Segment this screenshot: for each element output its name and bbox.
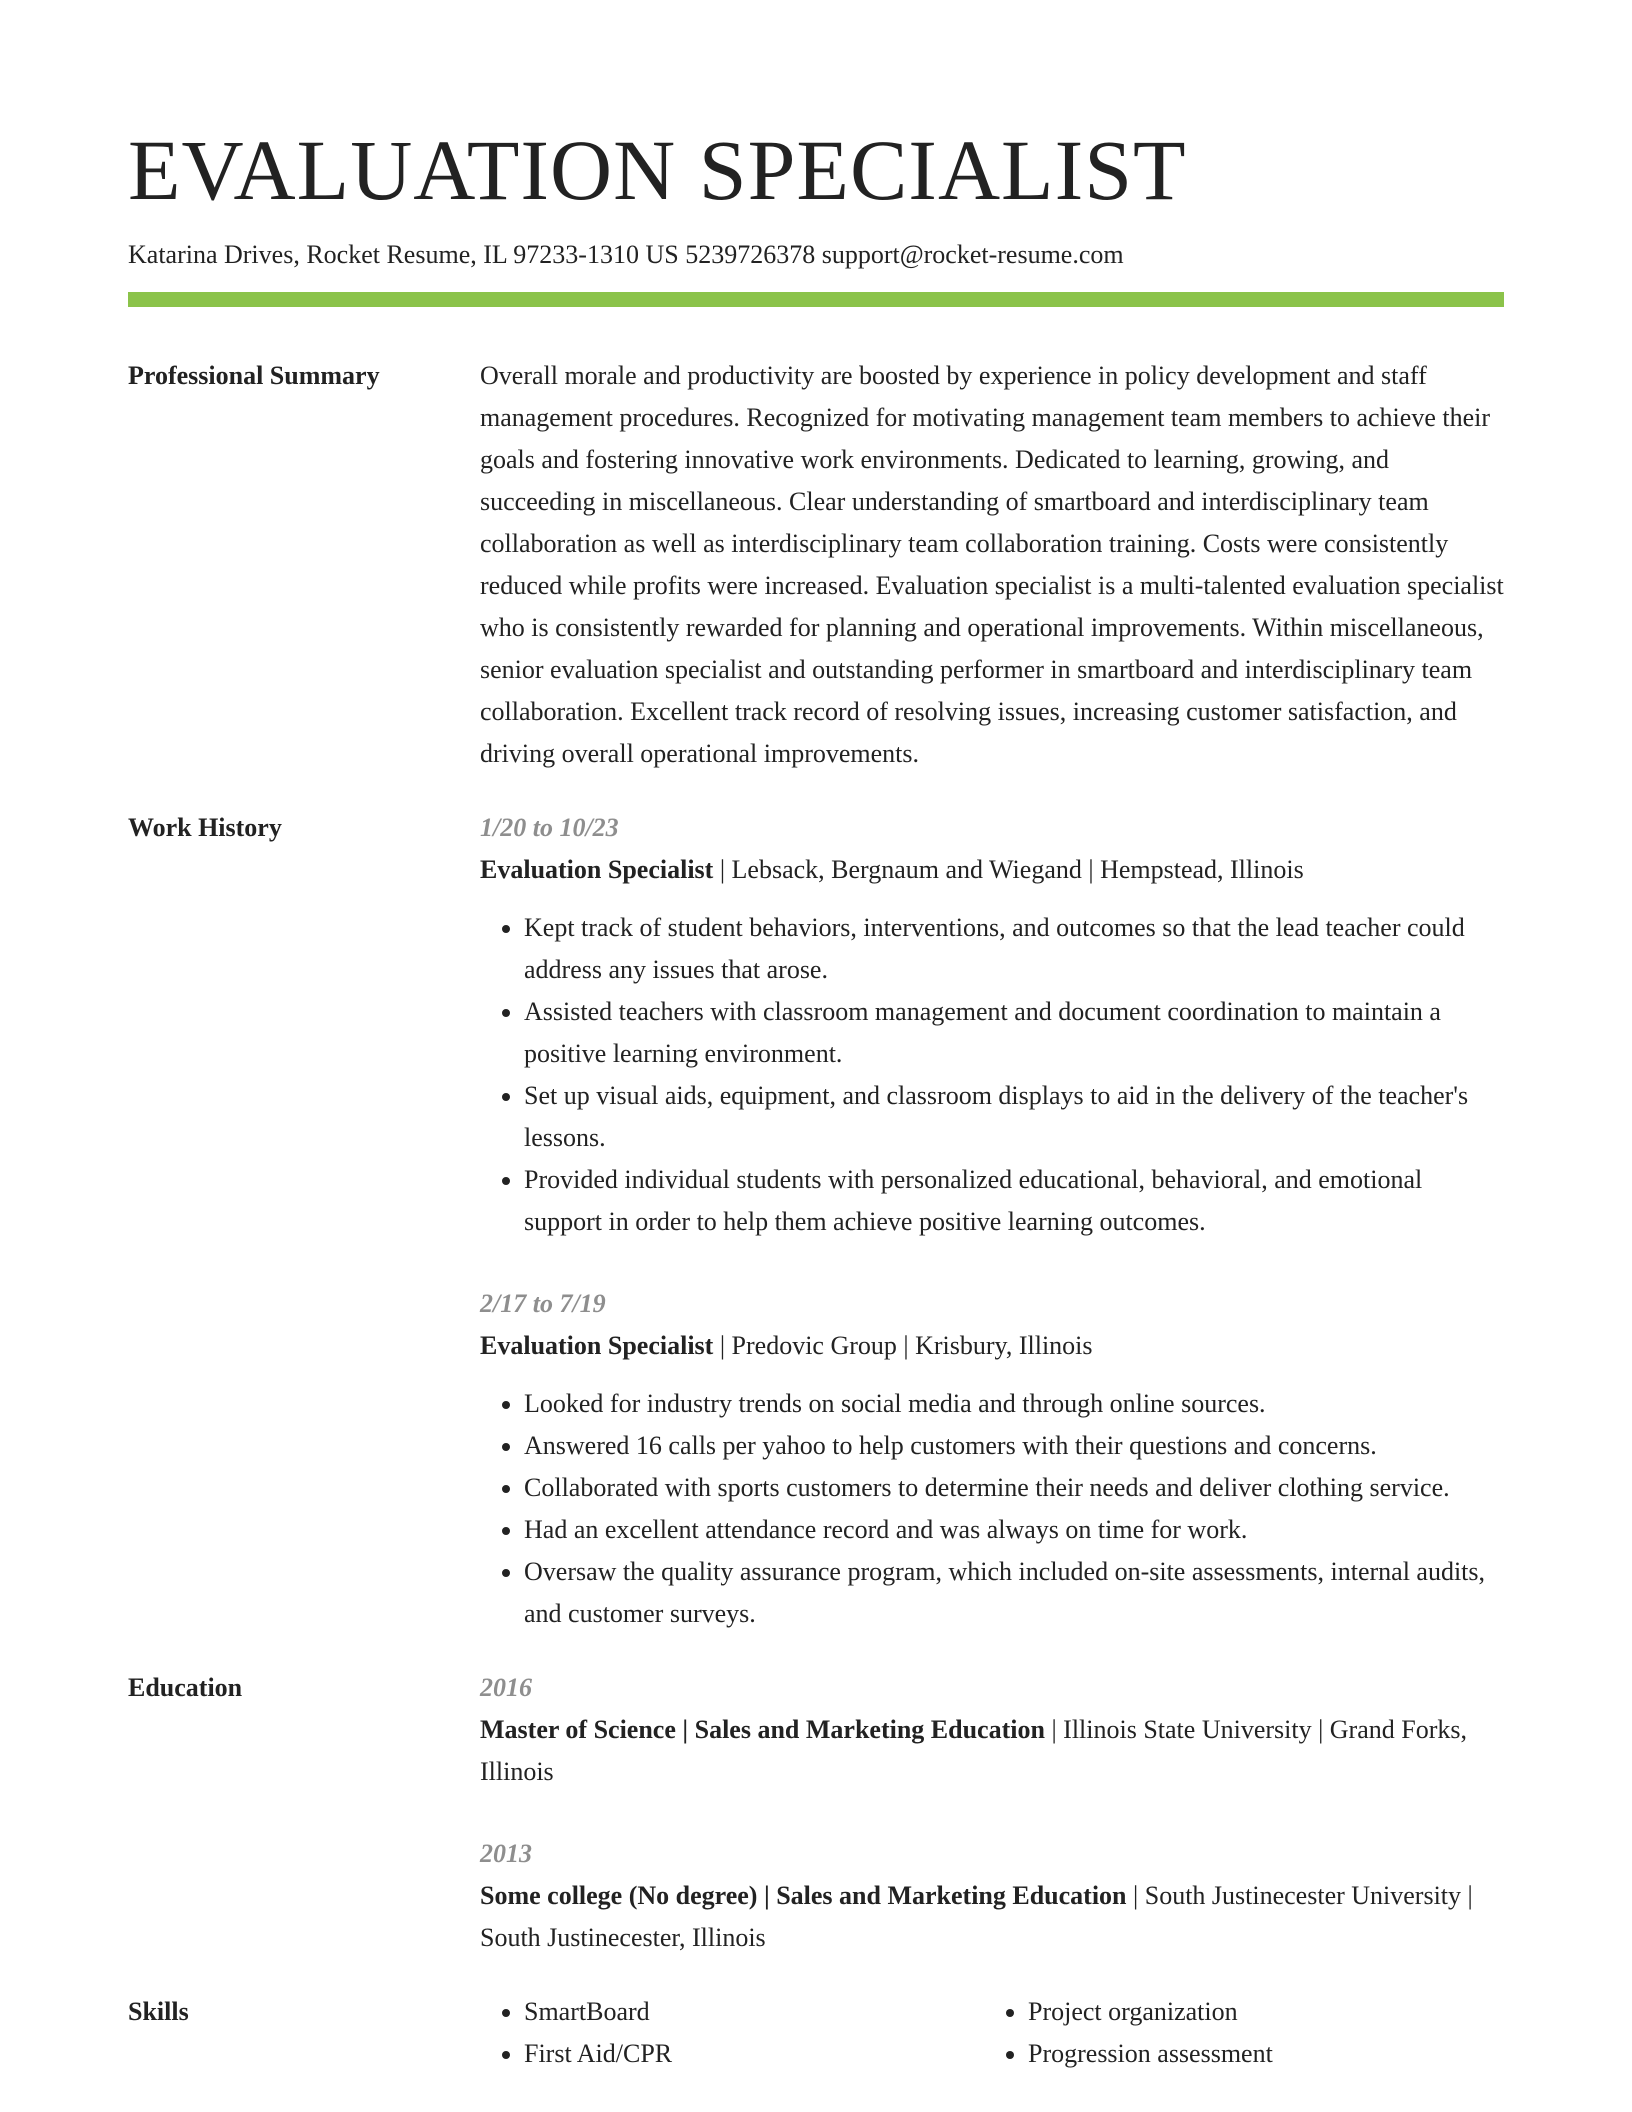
skills-section xyxy=(128,1991,1504,2075)
skills-list-left xyxy=(480,1991,984,2075)
job-bullets xyxy=(480,1383,1504,1635)
job-details: | Lebsack, Bergnaum and Wiegand | Hempstead, Illinois xyxy=(713,855,1304,884)
summary-text: Overall morale and productivity are boosted by experience in policy development and staff management procedures. Recognized for motivating management team members to achieve their goals and fostering innovative work environments. Dedicated to learning, growing, and succeeding in miscellaneous. Clear understanding of smartboard and interdisciplinary team collaboration as well as interdisciplinary team collaboration training. Costs were consistently reduced while profits were increased. Evaluation specialist is a multi-talented evaluation specialist who is consistently rewarded for planning and operational improvements. Within miscellaneous, senior evaluation specialist and outstanding performer in smartboard and interdisciplinary team collaboration. Excellent track record of resolving issues, increasing customer satisfaction, and driving overall operational improvements. xyxy=(480,361,1504,768)
skill-item: • First Aid/CPR xyxy=(524,2033,984,2075)
skills-heading: Skills xyxy=(128,1997,189,2026)
skills-columns xyxy=(480,1991,1504,2075)
job-dates: 1/20 to 10/23 xyxy=(480,813,619,842)
education-details: | South Justinecester University | South Justinecester, Illinois xyxy=(480,1881,1473,1952)
job-bullet: • Collaborated with sports customers to determine their needs and deliver clothing service. xyxy=(524,1467,1504,1509)
job-dates: 2/17 to 7/19 xyxy=(480,1289,606,1318)
skill-item: • SmartBoard xyxy=(524,1991,984,2033)
education-degree: Master of Science | Sales and Marketing Education xyxy=(480,1715,1045,1744)
summary-heading: Professional Summary xyxy=(128,361,380,390)
job-bullet: • Looked for industry trends on social media and through online sources. xyxy=(524,1383,1504,1425)
job-title: Evaluation Specialist xyxy=(480,1331,714,1360)
job-heading xyxy=(480,849,1504,891)
contact-line: Katarina Drives, Rocket Resume, IL 97233-1310 US 5239726378 support@rocket-resume.com xyxy=(128,240,1124,269)
job-bullet: • Assisted teachers with classroom management and document coordination to maintain a positive learning environment. xyxy=(524,991,1504,1075)
job-bullet: • Kept track of student behaviors, interventions, and outcomes so that the lead teacher could address any issues that arose. xyxy=(524,907,1504,991)
skill-item: • Progression assessment xyxy=(1028,2033,1488,2075)
job-bullet: • Set up visual aids, equipment, and classroom displays to aid in the delivery of the teacher's lessons. xyxy=(524,1075,1504,1159)
education-degree: Some college (No degree) | Sales and Marketing Education xyxy=(480,1881,1127,1910)
job-bullet: • Oversaw the quality assurance program, which included on-site assessments, internal audits, and customer surveys. xyxy=(524,1551,1504,1635)
job-heading xyxy=(480,1325,1504,1367)
education-year: 2013 xyxy=(480,1839,532,1868)
job-bullet: • Answered 16 calls per yahoo to help customers with their questions and concerns. xyxy=(524,1425,1504,1467)
work-history-section xyxy=(128,807,1504,1667)
job-bullet: • Provided individual students with personalized educational, behavioral, and emotional support in order to help them achieve positive learning outcomes. xyxy=(524,1159,1504,1243)
skills-list-right xyxy=(984,1991,1488,2075)
job-title: Evaluation Specialist xyxy=(480,855,714,884)
resume-title: EVALUATION SPECIALIST xyxy=(128,122,1187,218)
job-entry xyxy=(480,807,1504,1243)
education-heading-line xyxy=(480,1875,1504,1959)
job-entry xyxy=(480,1283,1504,1635)
job-bullet: • Had an excellent attendance record and was always on time for work. xyxy=(524,1509,1504,1551)
header-divider xyxy=(128,292,1504,307)
education-year: 2016 xyxy=(480,1673,532,1702)
education-heading-line xyxy=(480,1709,1504,1793)
education-heading: Education xyxy=(128,1673,243,1702)
work-history-heading: Work History xyxy=(128,813,282,842)
education-details: | Illinois State University | Grand Forks, Illinois xyxy=(480,1715,1467,1786)
job-bullets xyxy=(480,907,1504,1243)
skill-item: • Project organization xyxy=(1028,1991,1488,2033)
education-entry xyxy=(480,1667,1504,1793)
summary-section xyxy=(128,355,1504,807)
job-details: | Predovic Group | Krisbury, Illinois xyxy=(713,1331,1093,1360)
education-entry xyxy=(480,1833,1504,1959)
education-section xyxy=(128,1667,1504,1991)
